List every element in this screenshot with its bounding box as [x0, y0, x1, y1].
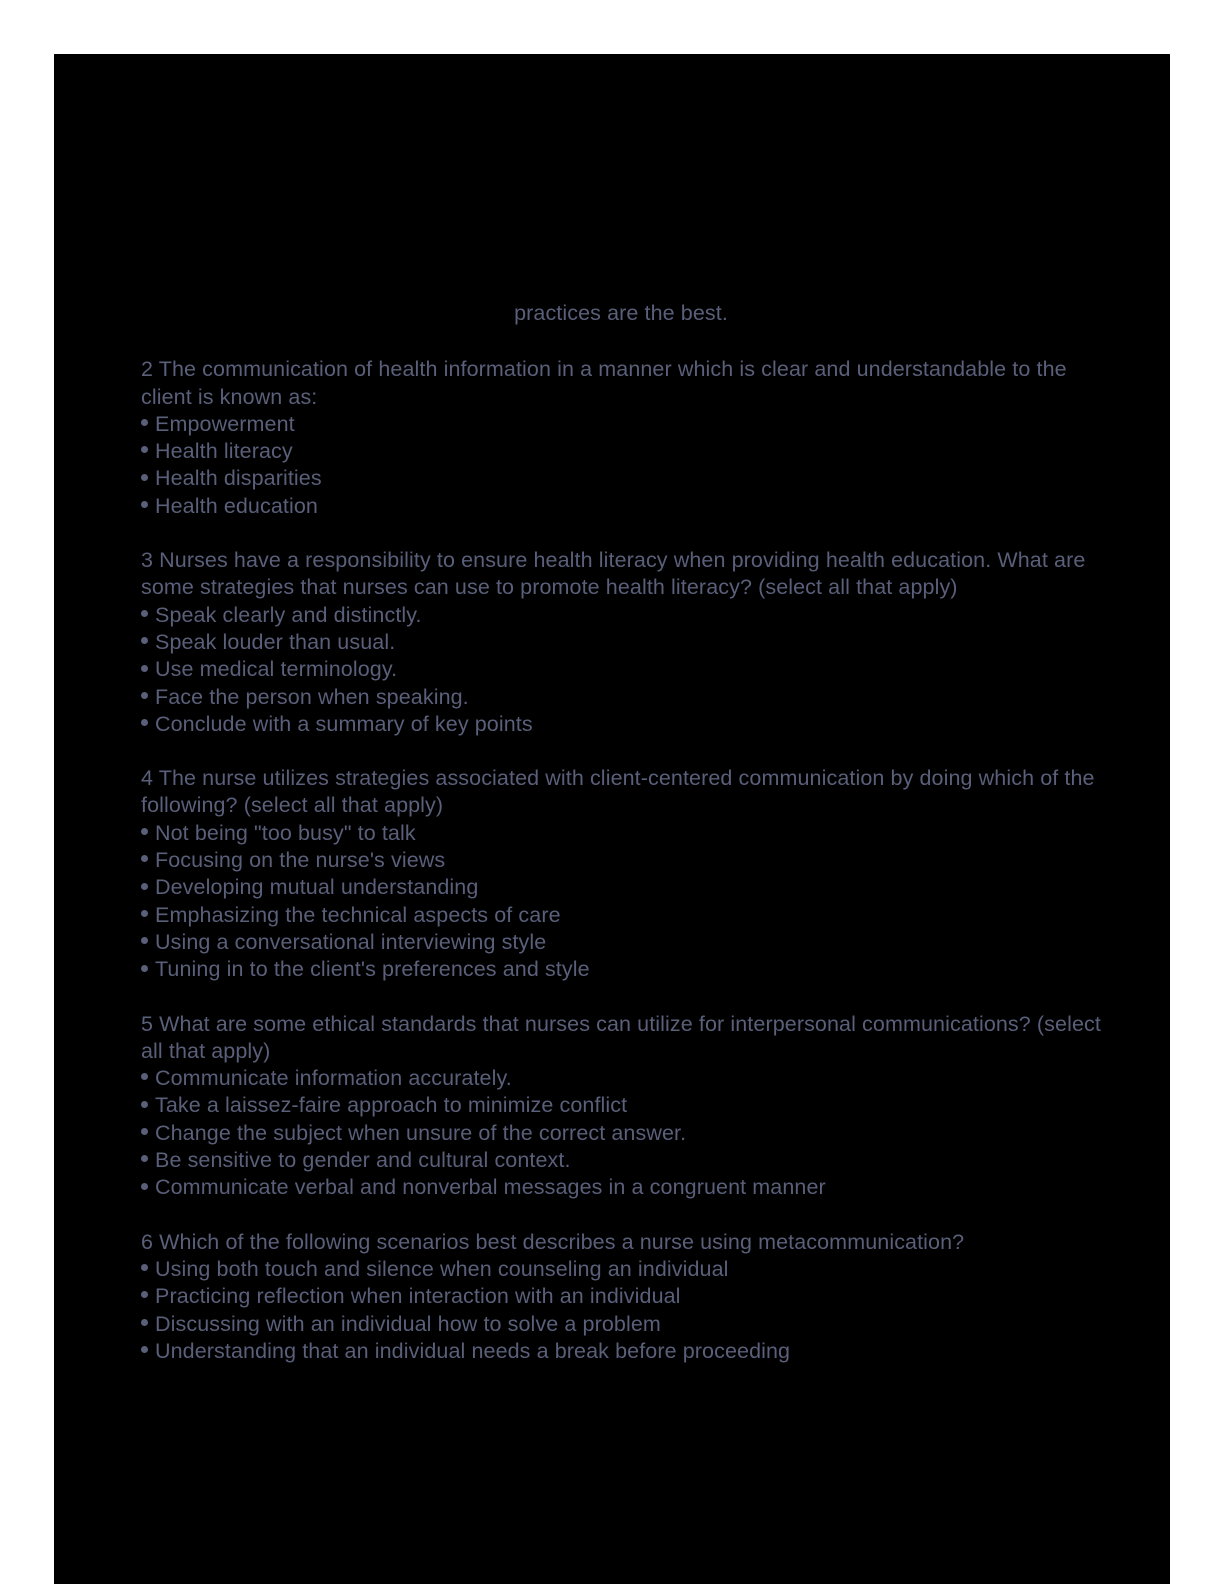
bullet-icon [141, 1319, 148, 1326]
list-item[interactable] [141, 629, 1101, 656]
bullet-icon [141, 937, 148, 944]
option-label: Take a laissez-faire approach to minimize conflict [155, 1093, 628, 1118]
option-label: Use medical terminology. [155, 657, 398, 682]
block-spacer [141, 520, 1101, 547]
option-label: Communicate verbal and nonverbal messages in a congruent manner [155, 1175, 826, 1200]
bullet-icon [141, 1291, 148, 1298]
option-label: Health literacy [155, 439, 293, 464]
list-item[interactable] [141, 602, 1101, 629]
list-item[interactable] [141, 493, 1101, 520]
list-item[interactable] [141, 902, 1101, 929]
bullet-icon [141, 965, 148, 972]
option-list [141, 820, 1101, 984]
list-item[interactable] [141, 656, 1101, 683]
bullet-icon [141, 883, 148, 890]
bullet-icon [141, 855, 148, 862]
list-item[interactable] [141, 956, 1101, 983]
list-item[interactable] [141, 1147, 1101, 1174]
option-label: Be sensitive to gender and cultural context. [155, 1148, 571, 1173]
list-item[interactable] [141, 684, 1101, 711]
question-stem: 4 The nurse utilizes strategies associated with client-centered communication by doing which of the following? (select all that apply) [141, 766, 1095, 818]
option-label: Not being "too busy" to talk [155, 820, 416, 845]
bullet-icon [141, 1101, 148, 1108]
bullet-icon [141, 910, 148, 917]
continuation-line: practices are the best. [514, 301, 728, 325]
block-spacer [141, 984, 1101, 1011]
bullet-icon [141, 1073, 148, 1080]
option-list [141, 411, 1101, 520]
option-label: Practicing reflection when interaction with an individual [155, 1284, 681, 1309]
bullet-icon [141, 446, 148, 453]
option-label: Understanding that an individual needs a break before proceeding [155, 1338, 791, 1363]
bullet-icon [141, 1128, 148, 1135]
question-block-5 [141, 1011, 1101, 1202]
bullet-icon [141, 1183, 148, 1190]
bullet-icon [141, 1346, 148, 1353]
bullet-icon [141, 1264, 148, 1271]
option-label: Empowerment [155, 411, 295, 436]
bullet-icon [141, 474, 148, 481]
list-item[interactable] [141, 711, 1101, 738]
question-stem: 3 Nurses have a responsibility to ensure health literacy when providing health education. What are some strategies that nurses can use to promote health literacy? (select all that apply) [141, 548, 1086, 600]
list-item[interactable] [141, 411, 1101, 438]
bullet-icon [141, 637, 148, 644]
bullet-icon [141, 692, 148, 699]
option-label: Emphasizing the technical aspects of care [155, 902, 561, 927]
option-label: Focusing on the nurse's views [155, 848, 446, 873]
option-label: Health education [155, 493, 318, 518]
option-label: Face the person when speaking. [155, 684, 469, 709]
list-item[interactable] [141, 1120, 1101, 1147]
question-stem: 5 What are some ethical standards that nurses can utilize for interpersonal communications? (select all that apply) [141, 1011, 1101, 1063]
list-item[interactable] [141, 1065, 1101, 1092]
list-item[interactable] [141, 1256, 1101, 1283]
list-item[interactable] [141, 438, 1101, 465]
list-item[interactable] [141, 929, 1101, 956]
option-label: Health disparities [155, 466, 322, 491]
question-block-3 [141, 547, 1101, 738]
bullet-icon [141, 828, 148, 835]
option-label: Communicate information accurately. [155, 1066, 512, 1091]
block-spacer [141, 1202, 1101, 1229]
list-item[interactable] [141, 1092, 1101, 1119]
option-label: Using a conversational interviewing style [155, 929, 547, 954]
option-label: Developing mutual understanding [155, 875, 479, 900]
option-label: Change the subject when unsure of the correct answer. [155, 1120, 687, 1145]
option-label: Speak clearly and distinctly. [155, 602, 422, 627]
block-spacer [141, 329, 1101, 356]
list-item[interactable] [141, 1338, 1101, 1365]
question-block-6 [141, 1229, 1101, 1365]
bullet-icon [141, 501, 148, 508]
bullet-icon [141, 719, 148, 726]
option-label: Conclude with a summary of key points [155, 711, 533, 736]
option-list [141, 1065, 1101, 1201]
document-sheet [54, 54, 1170, 1584]
block-spacer [141, 738, 1101, 765]
question-stem: 2 The communication of health information in a manner which is clear and understandable to the client is known as: [141, 357, 1067, 409]
document-text-body [141, 300, 1101, 1365]
list-item[interactable] [141, 847, 1101, 874]
option-label: Using both touch and silence when counseling an individual [155, 1256, 729, 1281]
list-item[interactable] [141, 1174, 1101, 1201]
option-label: Discussing with an individual how to solve a problem [155, 1311, 661, 1336]
option-list [141, 1256, 1101, 1365]
option-label: Tuning in to the client's preferences and style [155, 957, 590, 982]
list-item[interactable] [141, 1283, 1101, 1310]
bullet-icon [141, 665, 148, 672]
list-item[interactable] [141, 820, 1101, 847]
option-label: Speak louder than usual. [155, 629, 396, 654]
bullet-icon [141, 610, 148, 617]
list-item[interactable] [141, 465, 1101, 492]
bullet-icon [141, 1155, 148, 1162]
question-block-4 [141, 765, 1101, 983]
list-item[interactable] [141, 1311, 1101, 1338]
question-stem: 6 Which of the following scenarios best describes a nurse using metacommunication? [141, 1229, 965, 1254]
question-block-2 [141, 356, 1101, 520]
bullet-icon [141, 419, 148, 426]
option-list [141, 602, 1101, 738]
list-item[interactable] [141, 874, 1101, 901]
